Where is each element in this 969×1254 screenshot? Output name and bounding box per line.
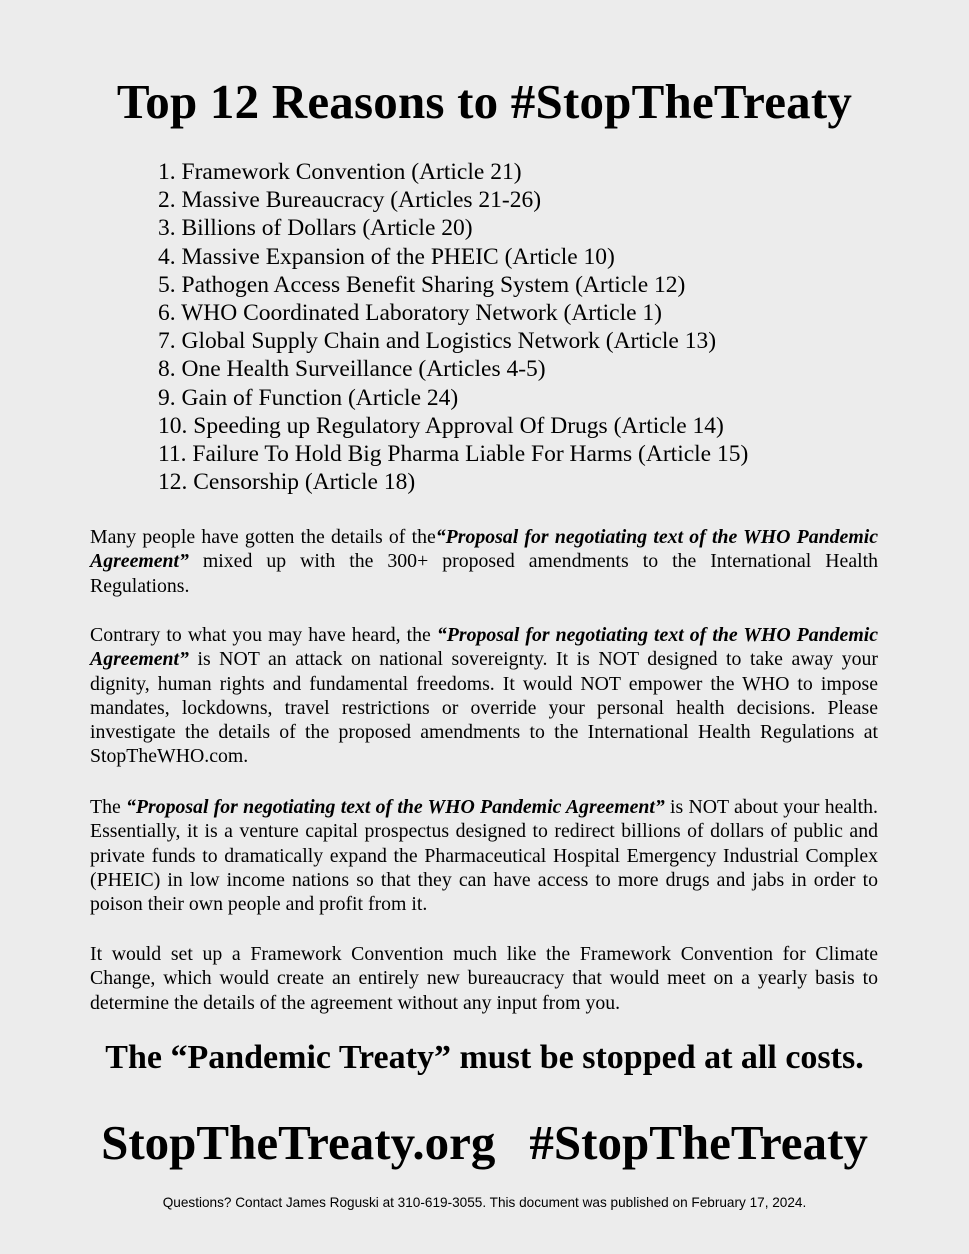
- website-hashtag-line: [0, 1112, 969, 1174]
- paragraph-text: The: [90, 796, 127, 818]
- reason-item: 4. Massive Expansion of the PHEIC (Article 10): [158, 243, 615, 270]
- paragraph-not-about-health: [90, 795, 878, 916]
- reasons-list: [158, 158, 748, 496]
- reason-item: 10. Speeding up Regulatory Approval Of Drugs (Article 14): [158, 412, 724, 439]
- page-title: Top 12 Reasons to #StopTheTreaty: [116, 74, 853, 129]
- paragraph-text: Many people have gotten the details of the: [90, 526, 436, 548]
- paragraph-text: mixed up with the 300+ proposed amendments to the International Health Regulations.: [90, 550, 878, 597]
- reason-item: 5. Pathogen Access Benefit Sharing System (Article 12): [158, 271, 686, 298]
- proposal-title-emphasis: “Proposal for negotiating text of the WHO Pandemic Agreement”: [90, 624, 878, 671]
- paragraph-contrary: [90, 623, 878, 769]
- callout-statement: The “Pandemic Treaty” must be stopped at all costs.: [105, 1039, 864, 1076]
- hashtag-text: #StopTheTreaty: [529, 1115, 868, 1170]
- reason-item: 11. Failure To Hold Big Pharma Liable For Harms (Article 15): [158, 441, 749, 468]
- reason-item: 6. WHO Coordinated Laboratory Network (Article 1): [158, 300, 663, 327]
- reason-item: 2. Massive Bureaucracy (Articles 21-26): [158, 187, 542, 214]
- reason-item: 12. Censorship (Article 18): [158, 469, 416, 496]
- reason-item: 9. Gain of Function (Article 24): [158, 384, 459, 411]
- reason-item: 8. One Health Surveillance (Articles 4-5): [158, 356, 546, 383]
- reason-item: 3. Billions of Dollars (Article 20): [158, 215, 473, 242]
- footer-contact: Questions? Contact James Roguski at 310-619-3055. This document was published on February 17, 2024.: [162, 1195, 807, 1210]
- proposal-title-emphasis: “Proposal for negotiating text of the WHO Pandemic Agreement”: [90, 526, 878, 573]
- paragraph-text: is NOT about your health. Essentially, it is a venture capital prospectus designed to redirect billions of dollars of public and private funds to dramatically expand the Pharmaceutical Hospital Emergency Industrial Complex (PHEIC) in low income nations so that they can have access to more drugs and jabs in order to poison their own people and profit from it.: [90, 796, 879, 916]
- paragraph-text: is NOT an attack on national sovereignty. It is NOT designed to take away your dignity, human rights and fundamental freedoms. It would NOT empower the WHO to impose mandates, lockdowns, travel restrictions or override your personal health decisions. Please investigate the details of the proposed amendments to the International Health Regulations at StopTheWHO.com.: [90, 648, 878, 768]
- reason-item: 1. Framework Convention (Article 21): [158, 159, 522, 185]
- website-text: StopTheTreaty.org: [101, 1115, 496, 1170]
- reason-item: 7. Global Supply Chain and Logistics Network (Article 13): [158, 328, 717, 355]
- proposal-title-emphasis: “Proposal for negotiating text of the WHO Pandemic Agreement”: [126, 796, 665, 818]
- paragraph-framework-convention: It would set up a Framework Convention much like the Framework Convention for Climate Change, which would create an entirely new bureaucracy that would meet on a yearly basis to determine the details of the agreement without any input from you.: [90, 943, 878, 1014]
- paragraph-text: Contrary to what you may have heard, the: [90, 624, 437, 646]
- paragraph-mixup: [90, 525, 878, 598]
